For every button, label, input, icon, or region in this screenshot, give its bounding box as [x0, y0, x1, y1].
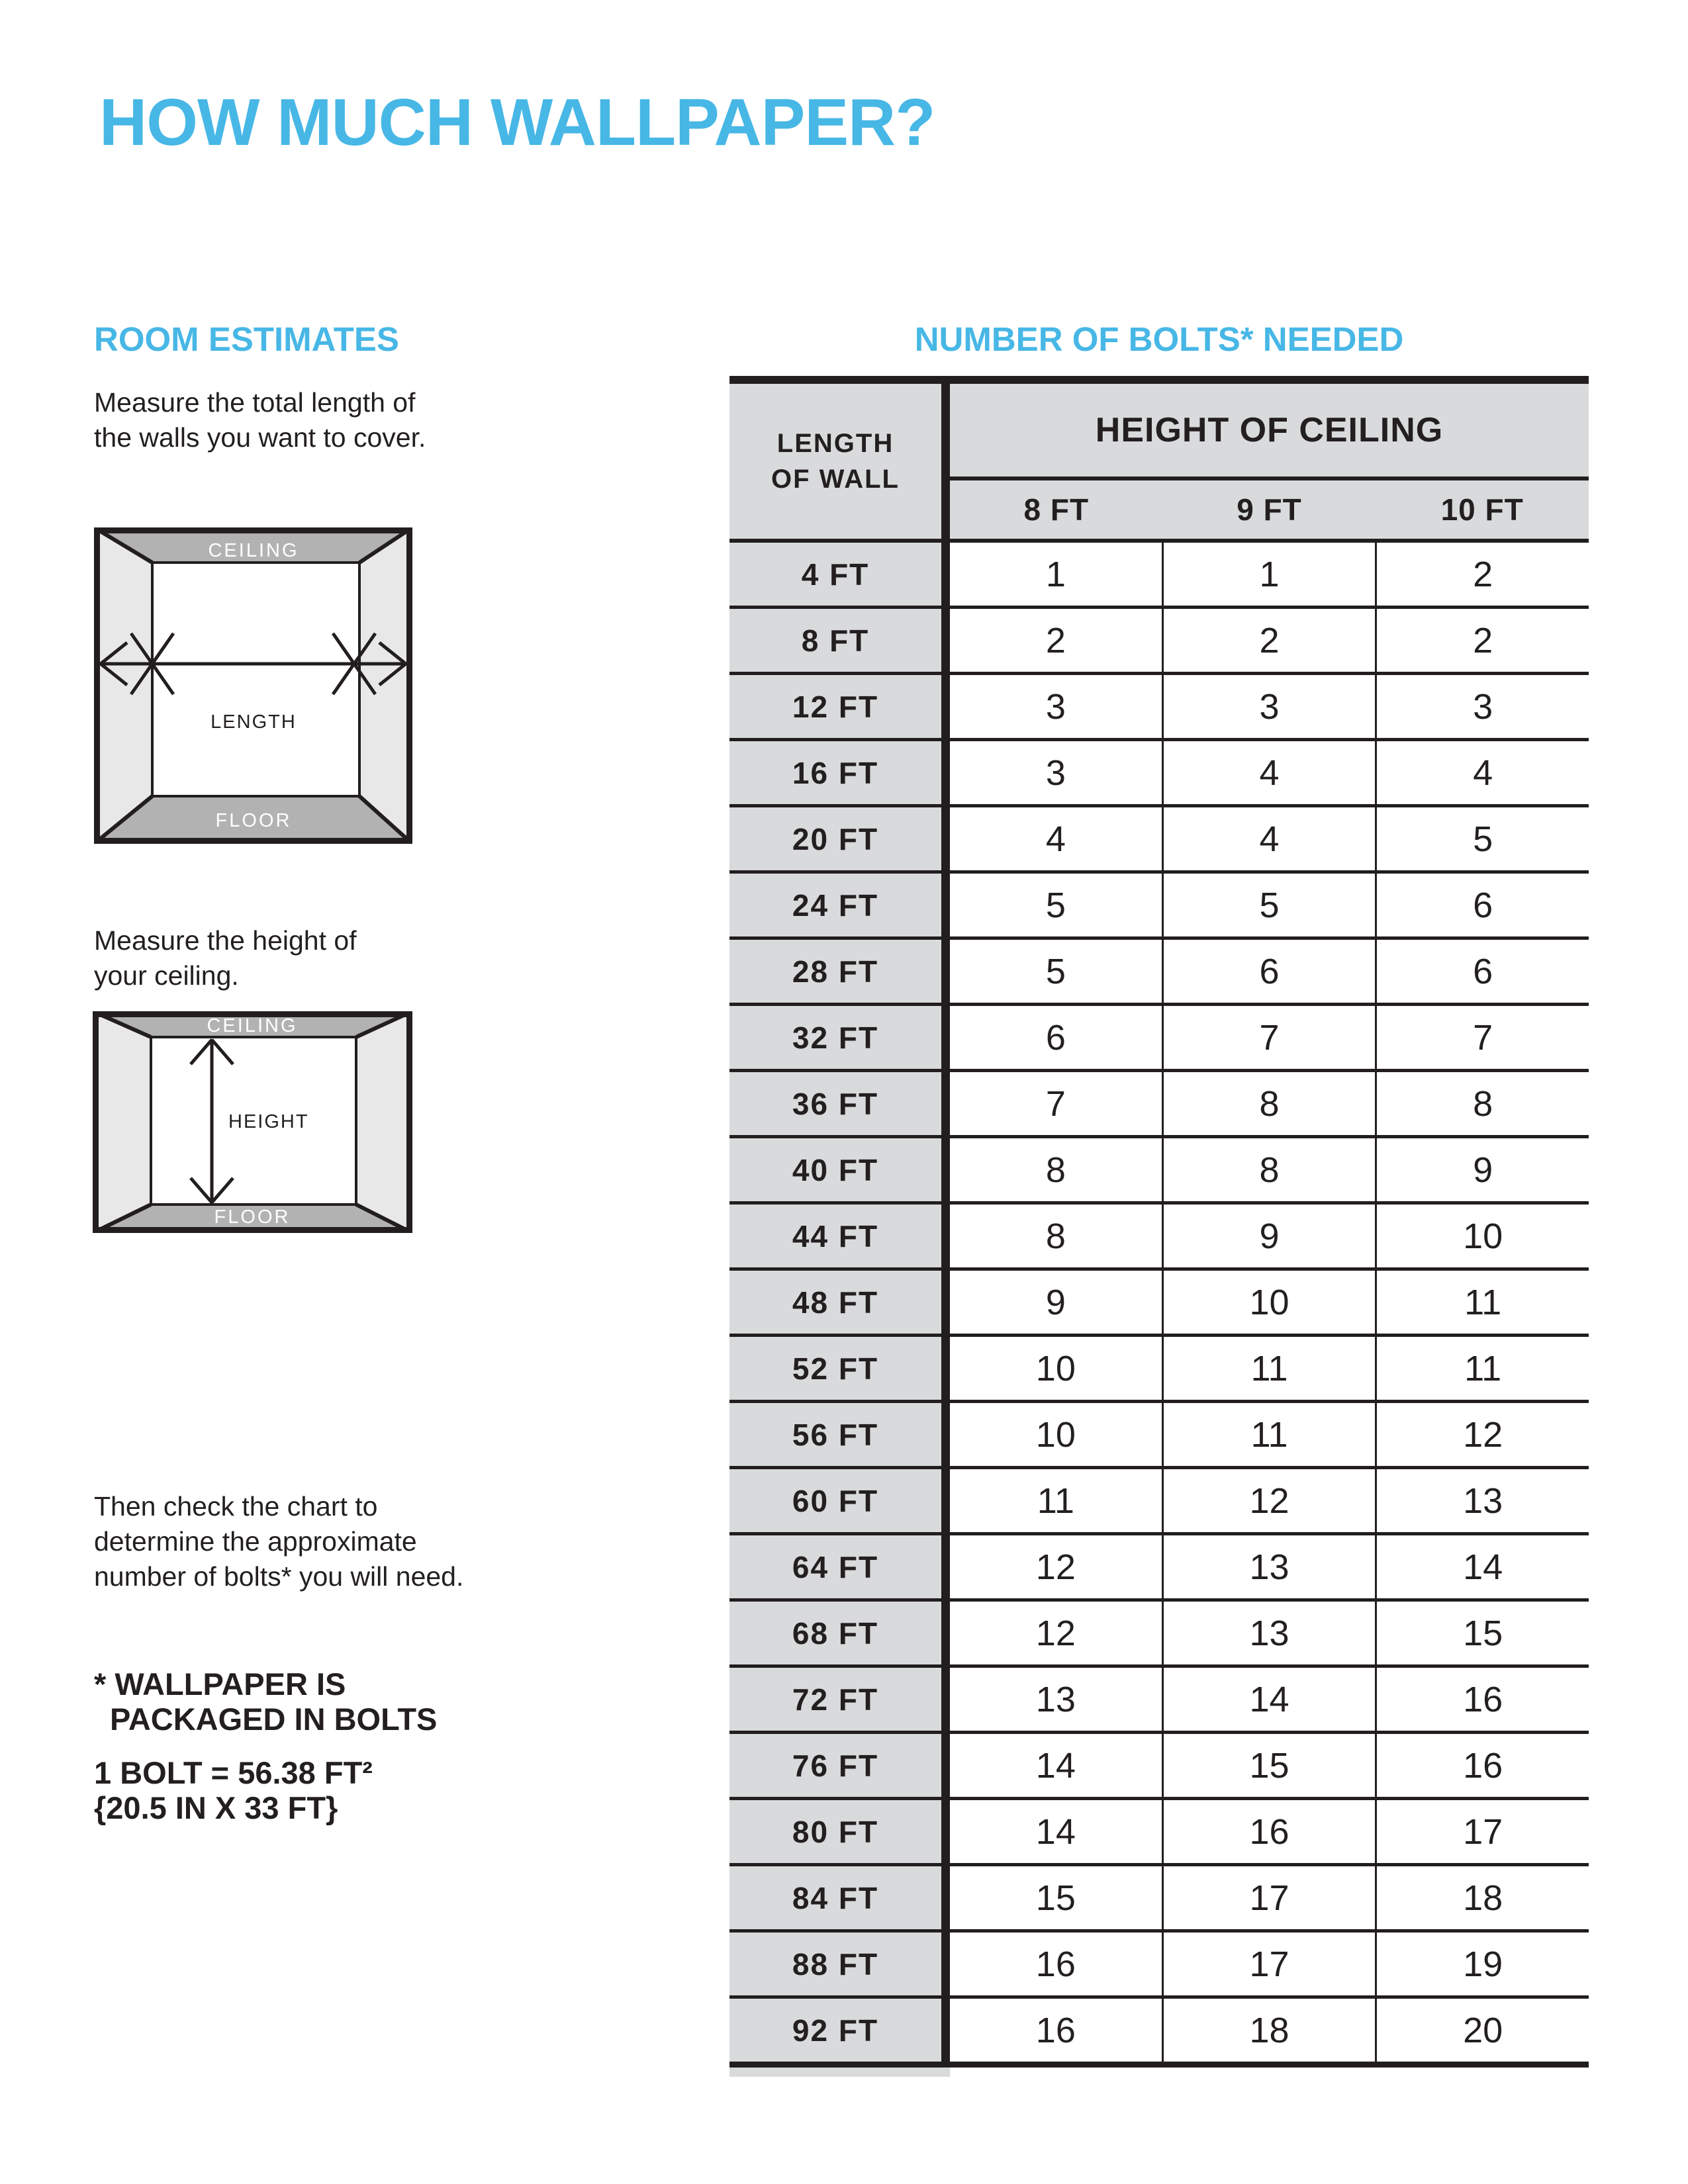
bolt-count-cell: 2 — [1162, 609, 1378, 672]
length-label: LENGTH — [211, 711, 297, 733]
table-row — [729, 1337, 1589, 1403]
bolt-count-cell: 13 — [1162, 1602, 1378, 1664]
row-label: 36 FT — [729, 1072, 950, 1135]
table-row — [729, 1271, 1589, 1337]
ceiling-label: CEILING — [207, 1015, 298, 1036]
bolt-count-cell: 14 — [950, 1734, 1162, 1797]
bolt-size-line: {20.5 IN X 33 FT} — [94, 1790, 338, 1825]
bolt-count-cell: 16 — [1162, 1800, 1378, 1863]
table-footer-stub — [729, 2068, 950, 2077]
paragraph-line: determine the approximate — [94, 1526, 417, 1557]
bolt-count-cell: 12 — [950, 1602, 1162, 1664]
bolt-count-cell: 11 — [1162, 1337, 1378, 1400]
page-title: HOW MUCH WALLPAPER? — [99, 85, 935, 159]
ceiling-label: CEILING — [208, 540, 299, 561]
table-row — [729, 807, 1589, 874]
bolt-count-cell: 6 — [1377, 874, 1589, 936]
check-chart-paragraph — [94, 1489, 463, 1594]
table-row — [729, 1668, 1589, 1734]
back-wall — [152, 563, 359, 796]
floor-label: FLOOR — [215, 810, 292, 831]
table-row — [729, 940, 1589, 1006]
bolt-count-cell: 11 — [1377, 1271, 1589, 1334]
bolt-count-cell: 14 — [1162, 1668, 1378, 1731]
bolt-count-cell: 17 — [1162, 1933, 1378, 1995]
left-wall-surface — [93, 1011, 151, 1233]
bolt-count-cell: 15 — [1162, 1734, 1378, 1797]
bolt-count-cell: 16 — [1377, 1668, 1589, 1731]
bolt-count-cell: 18 — [1162, 1999, 1378, 2062]
length-of-wall-line: OF WALL — [771, 465, 900, 494]
bolt-size-note — [94, 1755, 373, 1825]
row-label: 40 FT — [729, 1138, 950, 1201]
bolt-count-cell: 3 — [950, 741, 1162, 804]
bolt-count-cell: 6 — [1162, 940, 1378, 1003]
bolt-count-cell: 8 — [950, 1138, 1162, 1201]
paragraph-line: the walls you want to cover. — [94, 422, 426, 453]
row-label: 52 FT — [729, 1337, 950, 1400]
room-length-diagram — [94, 527, 412, 844]
bolt-count-cell: 11 — [1377, 1337, 1589, 1400]
table-row — [729, 1469, 1589, 1535]
bolt-count-cell: 16 — [950, 1933, 1162, 1995]
room-estimates-heading: ROOM ESTIMATES — [94, 320, 399, 358]
row-label: 64 FT — [729, 1535, 950, 1598]
table-row — [729, 1006, 1589, 1072]
bolt-count-cell: 16 — [950, 1999, 1162, 2062]
bolt-count-cell: 8 — [950, 1205, 1162, 1267]
paragraph-line: Measure the height of — [94, 925, 357, 956]
bolt-count-cell: 10 — [1162, 1271, 1378, 1334]
column-header-9ft: 9 FT — [1237, 492, 1302, 527]
bolt-count-cell: 3 — [950, 675, 1162, 738]
bolt-count-cell: 4 — [1377, 741, 1589, 804]
row-label: 56 FT — [729, 1403, 950, 1466]
bolt-count-cell: 20 — [1377, 1999, 1589, 2062]
height-of-ceiling-header: HEIGHT OF CEILING — [950, 384, 1589, 480]
row-label: 60 FT — [729, 1469, 950, 1532]
table-row — [729, 609, 1589, 675]
left-wall-surface — [94, 527, 152, 844]
bolt-count-cell: 12 — [1162, 1469, 1378, 1532]
table-row — [729, 1999, 1589, 2068]
bolt-count-cell: 11 — [1162, 1403, 1378, 1466]
table-header — [729, 384, 1589, 543]
bolt-count-cell: 4 — [1162, 807, 1378, 870]
right-wall-surface — [356, 1011, 412, 1233]
bolts-table — [729, 376, 1589, 2077]
table-row — [729, 1403, 1589, 1469]
bolt-count-cell: 3 — [1377, 675, 1589, 738]
table-row — [729, 1602, 1589, 1668]
bolt-count-cell: 17 — [1162, 1866, 1378, 1929]
row-label: 68 FT — [729, 1602, 950, 1664]
table-row — [729, 1205, 1589, 1271]
table-row — [729, 543, 1589, 609]
bolt-count-cell: 16 — [1377, 1734, 1589, 1797]
row-label: 8 FT — [729, 609, 950, 672]
row-label: 12 FT — [729, 675, 950, 738]
bolt-count-cell: 4 — [1162, 741, 1378, 804]
table-row — [729, 1138, 1589, 1205]
paragraph-line: number of bolts* you will need. — [94, 1561, 464, 1592]
bolt-count-cell: 4 — [950, 807, 1162, 870]
row-label: 28 FT — [729, 940, 950, 1003]
row-label: 88 FT — [729, 1933, 950, 1995]
bolt-count-cell: 8 — [1162, 1072, 1378, 1135]
bolt-size-line: 1 BOLT = 56.38 FT² — [94, 1755, 373, 1790]
row-label: 72 FT — [729, 1668, 950, 1731]
row-label: 80 FT — [729, 1800, 950, 1863]
bolt-count-cell: 13 — [950, 1668, 1162, 1731]
bolt-count-cell: 9 — [1377, 1138, 1589, 1201]
table-top-bar — [729, 376, 1589, 384]
bolt-count-cell: 18 — [1377, 1866, 1589, 1929]
row-label: 20 FT — [729, 807, 950, 870]
row-label: 84 FT — [729, 1866, 950, 1929]
table-rows — [729, 543, 1589, 2068]
height-of-ceiling-header-group — [950, 384, 1589, 539]
table-row — [729, 874, 1589, 940]
bolt-count-cell: 5 — [1377, 807, 1589, 870]
bolt-count-cell: 15 — [950, 1866, 1162, 1929]
bolt-count-cell: 2 — [1377, 543, 1589, 606]
row-label: 92 FT — [729, 1999, 950, 2062]
ceiling-height-columns — [950, 480, 1589, 539]
bolt-count-cell: 7 — [950, 1072, 1162, 1135]
column-header-10ft: 10 FT — [1440, 492, 1524, 527]
bolt-count-cell: 8 — [1377, 1072, 1589, 1135]
table-row — [729, 1933, 1589, 1999]
table-row — [729, 741, 1589, 807]
ceiling-height-diagram — [93, 1011, 412, 1233]
bolts-needed-heading: NUMBER OF BOLTS* NEEDED — [914, 320, 1404, 358]
bolt-count-cell: 13 — [1377, 1469, 1589, 1532]
table-row — [729, 1800, 1589, 1866]
measure-length-paragraph — [94, 385, 426, 455]
bolt-count-cell: 7 — [1162, 1006, 1378, 1069]
row-label: 48 FT — [729, 1271, 950, 1334]
length-of-wall-header — [729, 384, 950, 539]
measure-height-paragraph — [94, 923, 357, 993]
bolt-count-cell: 15 — [1377, 1602, 1589, 1664]
table-row — [729, 675, 1589, 741]
footnote-line: * WALLPAPER IS — [94, 1666, 346, 1702]
bolt-count-cell: 10 — [950, 1403, 1162, 1466]
bolt-count-cell: 10 — [1377, 1205, 1589, 1267]
bolt-count-cell: 11 — [950, 1469, 1162, 1532]
bolt-count-cell: 5 — [950, 940, 1162, 1003]
bolt-count-cell: 12 — [950, 1535, 1162, 1598]
bolt-count-cell: 13 — [1162, 1535, 1378, 1598]
bolt-count-cell: 9 — [1162, 1205, 1378, 1267]
paragraph-line: Measure the total length of — [94, 387, 416, 418]
bolt-count-cell: 5 — [950, 874, 1162, 936]
bolt-count-cell: 19 — [1377, 1933, 1589, 1995]
bolt-count-cell: 7 — [1377, 1006, 1589, 1069]
bolt-count-cell: 3 — [1162, 675, 1378, 738]
floor-label: FLOOR — [214, 1206, 291, 1228]
wallpaper-bolts-footnote — [94, 1666, 437, 1737]
bolt-count-cell: 6 — [1377, 940, 1589, 1003]
paragraph-line: your ceiling. — [94, 960, 239, 991]
height-label: HEIGHT — [228, 1111, 309, 1132]
bolt-count-cell: 8 — [1162, 1138, 1378, 1201]
row-label: 24 FT — [729, 874, 950, 936]
bolt-count-cell: 6 — [950, 1006, 1162, 1069]
footnote-line: PACKAGED IN BOLTS — [110, 1702, 438, 1737]
column-header-8ft: 8 FT — [1023, 492, 1090, 527]
length-of-wall-line: LENGTH — [776, 429, 894, 458]
table-row — [729, 1535, 1589, 1602]
bolt-count-cell: 1 — [950, 543, 1162, 606]
row-label: 44 FT — [729, 1205, 950, 1267]
paragraph-line: Then check the chart to — [94, 1491, 378, 1522]
table-row — [729, 1866, 1589, 1933]
bolt-count-cell: 5 — [1162, 874, 1378, 936]
bolt-count-cell: 1 — [1162, 543, 1378, 606]
bolt-count-cell: 9 — [950, 1271, 1162, 1334]
row-label: 76 FT — [729, 1734, 950, 1797]
bolt-count-cell: 17 — [1377, 1800, 1589, 1863]
row-label: 16 FT — [729, 741, 950, 804]
row-label: 32 FT — [729, 1006, 950, 1069]
table-row — [729, 1072, 1589, 1138]
bolt-count-cell: 14 — [950, 1800, 1162, 1863]
row-label: 4 FT — [729, 543, 950, 606]
bolt-count-cell: 10 — [950, 1337, 1162, 1400]
bolt-count-cell: 14 — [1377, 1535, 1589, 1598]
bolt-count-cell: 12 — [1377, 1403, 1589, 1466]
bolt-count-cell: 2 — [1377, 609, 1589, 672]
table-row — [729, 1734, 1589, 1800]
bolt-count-cell: 2 — [950, 609, 1162, 672]
